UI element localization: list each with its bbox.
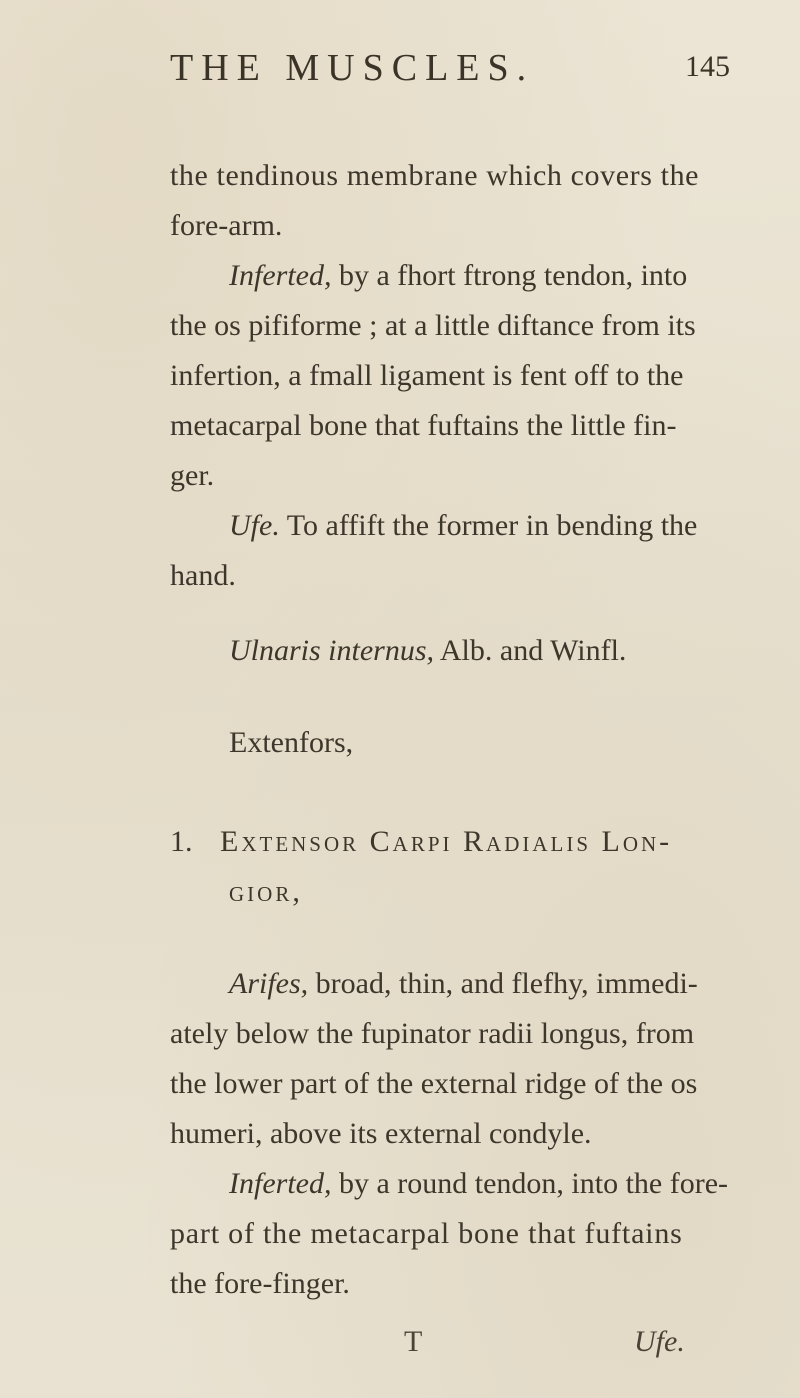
section-heading: Extenfors, — [229, 726, 354, 759]
text-line — [229, 1166, 728, 1202]
synonym-authors: Alb. and Winfl. — [434, 634, 627, 667]
text-run: To affift the former in bending the — [279, 509, 698, 542]
text-line — [229, 258, 687, 294]
muscle-name-continued: gior, — [229, 875, 303, 908]
inserted-label: Inferted, — [229, 259, 332, 292]
muscle-heading — [170, 824, 672, 860]
text-line: part of the metacarpal bone that fuftains — [170, 1217, 683, 1250]
text-line: humeri, above its external condyle. — [170, 1117, 592, 1150]
text-line — [229, 966, 698, 1002]
text-line: hand. — [170, 559, 236, 592]
synonym-line — [229, 633, 626, 669]
muscle-name: Extensor Carpi Radialis Lon- — [220, 825, 673, 858]
running-title: THE MUSCLES. — [170, 47, 535, 89]
text-line: ger. — [170, 459, 215, 492]
text-line: metacarpal bone that fuftains the little fin- — [170, 409, 677, 442]
text-line: the os pififorme ; at a little diftance from its — [170, 309, 696, 342]
text-line: the lower part of the external ridge of the os — [170, 1067, 698, 1100]
catchword: Ufe. — [634, 1325, 685, 1358]
signature-mark: T — [404, 1325, 423, 1358]
inserted-label: Inferted, — [229, 1167, 332, 1200]
text-line: ately below the fupinator radii longus, from — [170, 1017, 695, 1050]
synonym-name: Ulnaris internus, — [229, 634, 435, 667]
arises-label: Arifes, — [229, 967, 309, 1000]
text-run: by a round tendon, into the fore- — [331, 1167, 729, 1200]
use-label: Ufe. — [229, 509, 280, 542]
muscle-number: 1. — [170, 825, 193, 858]
text-line — [229, 508, 697, 544]
text-run: broad, thin, and flefhy, immedi- — [308, 967, 698, 1000]
text-line: infertion, a fmall ligament is fent off to the — [170, 359, 684, 392]
text-run: by a fhort ftrong tendon, into — [331, 259, 688, 292]
text-line: the tendinous membrane which covers the — [170, 159, 700, 192]
page-number: 145 — [685, 50, 730, 83]
text-line: the fore-finger. — [170, 1267, 350, 1300]
text-line: fore-arm. — [170, 209, 283, 242]
